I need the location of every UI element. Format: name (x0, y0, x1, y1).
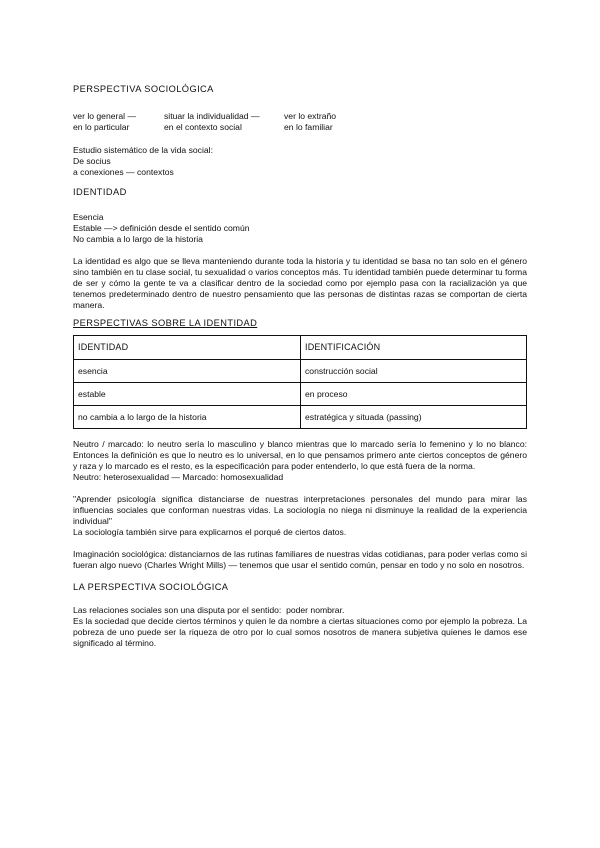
perspectivas-heading: PERSPECTIVAS SOBRE LA IDENTIDAD (73, 318, 258, 328)
estudio-block (73, 145, 527, 178)
estudio-line: a conexiones — contextos (73, 167, 174, 177)
document-content (73, 84, 527, 649)
spectrum-item: ver lo extraño (284, 111, 337, 121)
imaginacion-paragraph: Imaginación sociológica: distanciarnos de las rutinas familiares de nuestras vidas cotidianas, para poder verlas como si fueran algo nuevo (Charles Wright Mills) — tenemos que usar el sentido común, pensar en todo y no solo en nosotros. (73, 549, 527, 570)
table-cell: construcción social (301, 360, 527, 383)
table-row (74, 406, 527, 429)
spectrum-item: en lo particular (73, 122, 130, 132)
estudio-line: Estudio sistemático de la vida social: (73, 145, 213, 155)
quote-followup: La sociología también sirve para explicarnos el porqué de ciertos datos. (73, 527, 347, 537)
identity-table (73, 335, 527, 429)
relaciones-line: Las relaciones sociales son una disputa por el sentido: poder nombrar. (73, 605, 345, 615)
identidad-paragraph: La identidad es algo que se lleva manteniendo durante toda la historia y tu identidad se basa no tan solo en el género sino también en tu clase social, tu sexualidad o varios conceptos más. Tu identidad también puede determinar tu forma de ser y cómo la gente te va a clasificar dentro de la sociedad como por ejemplo pasa con la racialización ya que tenemos predeterminado dentro de nuestro pensamiento que las personas de distintas razas se comportan de cierta manera. (73, 256, 527, 310)
identidad-heading: IDENTIDAD (73, 187, 127, 197)
identidad-list (73, 212, 527, 245)
table-row (74, 383, 527, 406)
quote-paragraph: "Aprender psicología significa distanciarse de nuestras interpretaciones personales del mundo para mirar las influencias sociales que conforman nuestras vidas. La sociología no niega ni disminuye la realidad de la experiencia individual" (73, 494, 527, 526)
page-title: PERSPECTIVA SOCIOLÓGICA (73, 84, 214, 94)
table-row (74, 360, 527, 383)
sociedad-paragraph: Es la sociedad que decide ciertos términos y quien le da nombre a ciertas situaciones como por ejemplo la pobreza. La pobreza de uno puede ser la riqueza de otro por lo cual somos nosotros de manera subjetiva quienes le damos ese significado al término. (73, 616, 527, 648)
table-cell: estratégica y situada (passing) (301, 406, 527, 429)
estudio-line: De socius (73, 156, 111, 166)
spectrum-item: situar la individualidad — (164, 111, 260, 121)
table-cell: estable (74, 383, 301, 406)
table-cell: en proceso (301, 383, 527, 406)
identidad-list-item: Estable —> definición desde el sentido común (73, 223, 250, 233)
table-header-cell: IDENTIDAD (74, 336, 301, 360)
la-perspectiva-heading: LA PERSPECTIVA SOCIOLÓGICA (73, 582, 229, 592)
spectrum-item: ver lo general — (73, 111, 137, 121)
table-cell: esencia (74, 360, 301, 383)
identidad-list-item: Esencia (73, 212, 104, 222)
identidad-list-item: No cambia a lo largo de la historia (73, 234, 203, 244)
table-cell: no cambia a lo largo de la historia (74, 406, 301, 429)
neutro-paragraph: Neutro / marcado: lo neutro sería lo masculino y blanco mientras que lo marcado sería lo femenino y lo no blanco: Entonces la definición es que lo neutro es lo universal, en lo que pensamos primero ante ciertos conceptos de género y raza y lo marcado es el resto, es la especificación para poder entenderlo, lo que está fuera de la norma. (73, 439, 527, 471)
neutro-line: Neutro: heterosexualidad — Marcado: homosexualidad (73, 472, 284, 482)
spectrum-grid (73, 111, 527, 133)
spectrum-item: en lo familiar (284, 122, 333, 132)
table-header-row (74, 336, 527, 360)
spectrum-item: en el contexto social (164, 122, 242, 132)
table-header-cell: IDENTIFICACIÓN (301, 336, 527, 360)
